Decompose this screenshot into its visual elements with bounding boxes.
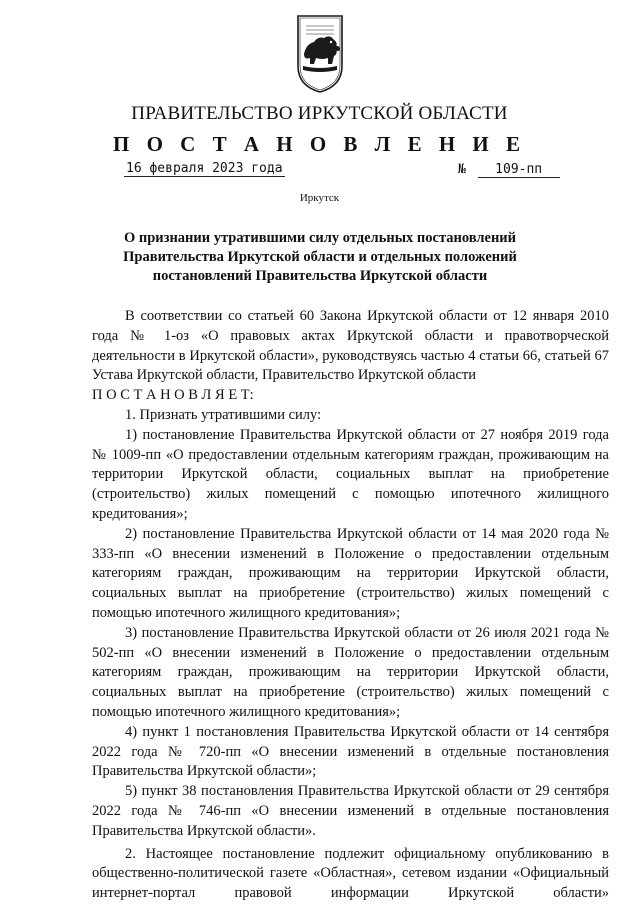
paragraph-1: 1. Признать утратившими силу: xyxy=(125,406,322,423)
list-item: 2) постановление Правительства Иркутской области от 14 мая 2020 года № 333-пп «О внесении изменений в Положение о предоставлении отдельным категориям граждан, проживающим на территории Иркутской области, социальных выплат на приобретение (строительство) жилых помещений с помощью ипотечного жилищного кредитования»; xyxy=(92,525,609,621)
date-value: 16 февраля 2023 года xyxy=(126,161,283,176)
document-number xyxy=(458,162,560,178)
list-item: 1) постановление Правительства Иркутской области от 27 ноября 2019 года № 1009-пп «О предоставлении отдельным категориям граждан, проживающим на территории Иркутской области, социальных выплат на приобретение (строительство) жилых помещений с помощью ипотечного жилищного кредитования»; xyxy=(92,426,609,522)
list-item: 3) постановление Правительства Иркутской области от 26 июля 2021 года № 502-пп «О внесении изменений в Положение о предоставлении отдельным категориям граждан, проживающим на территории Иркутской области, социальных выплат на приобретение (строительство) жилых помещений с помощью ипотечного жилищного кредитования»; xyxy=(92,624,609,720)
document-date xyxy=(124,161,285,176)
resolves-heading: П О С Т А Н О В Л Я Е Т: xyxy=(92,387,254,404)
list-item: 5) пункт 38 постановления Правительства Иркутской области от 29 сентября 2022 года № 746-пп «О внесении изменений в отдельные постановления Правительства Иркутской области». xyxy=(92,783,609,839)
document-type: П О С Т А Н О В Л Е Н И Е xyxy=(112,132,526,156)
document-body xyxy=(92,307,609,904)
government-title: ПРАВИТЕЛЬСТВО ИРКУТСКОЙ ОБЛАСТИ xyxy=(131,103,508,124)
city: Иркутск xyxy=(299,192,340,204)
document-subject: О признании утратившими силу отдельных постановлений Правительства Иркутской области и отдельных положений постановлений Правительства Иркутской области xyxy=(123,230,517,284)
number-value: 109-пп xyxy=(478,162,560,178)
preamble: В соответствии со статьей 60 Закона Иркутской области от 12 января 2010 года № 1-оз «О правовых актах Иркутской области и правотворческой деятельности в Иркутской области», руководствуясь частью 4 статьи 66, статьей 67 Устава Иркутской области, Правительство Иркутской области xyxy=(92,308,609,384)
coat-of-arms-icon xyxy=(296,14,344,94)
list-item: 4) пункт 1 постановления Правительства Иркутской области от 14 сентября 2022 года № 720-пп «О внесении изменений в отдельные постановления Правительства Иркутской области»; xyxy=(92,723,609,780)
number-sign: № xyxy=(458,162,466,177)
paragraph-2: 2. Настоящее постановление подлежит официальному опубликованию в общественно-политической газете «Областная», сетевом издании «Официальный интернет-портал правовой информации Иркутской области» xyxy=(92,845,609,902)
